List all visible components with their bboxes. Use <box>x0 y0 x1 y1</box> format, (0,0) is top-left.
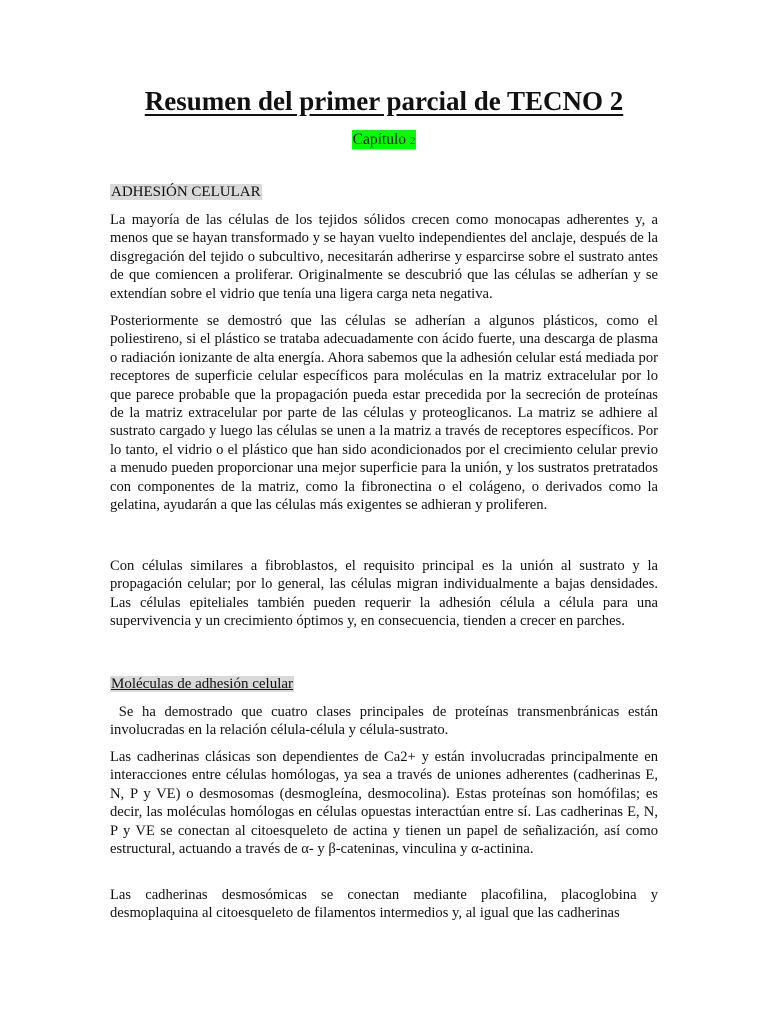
title-text: Resumen del primer parcial de TECNO 2 <box>144 86 624 116</box>
paragraph: Con células similares a fibroblastos, el requisito principal es la unión al sustrato y la propagación celular; por lo general, las células migran individualmente a bajas densidades. Las células epiteliales también pueden requerir la adhesión célula a célula para una supervivencia y un crecimiento óptimos y, en consecuencia, tienden a crecer en parches. <box>110 558 658 630</box>
section-heading-adhesion <box>110 184 262 201</box>
section-heading-text: ADHESIÓN CELULAR <box>111 184 261 200</box>
section-heading-molecules <box>110 676 294 693</box>
chapter-label <box>0 131 768 149</box>
paragraph: Se ha demostrado que cuatro clases principales de proteínas transmenbránicas están involucradas en la relación célula-célula y célula-sustrato. <box>110 704 662 739</box>
chapter-number: 2 <box>409 135 416 147</box>
section-heading-text: Moléculas de adhesión celular <box>111 676 294 692</box>
chapter-highlight <box>352 130 417 149</box>
paragraph: Posteriormente se demostró que las células se adherían a algunos plásticos, como el poliestireno, si el plástico se trataba adecuadamente con ácido fuerte, una descarga de plasma o radiación ionizante de alta energía. Ahora sabemos que la adhesión celular está mediada por receptores de superficie celular específicos para moléculas en la matriz extracelular por lo que parece probable que la propagación pueda estar precedida por la secreción de proteínas de la matriz extracelular por parte de las células y proteoglicanos. La matriz se adhiere al sustrato cargado y luego las células se unen a la matriz a través de receptores específicos. Por lo tanto, el vidrio o el plástico que han sido acondicionados por el crecimiento celular previo a menudo pueden proporcionar una mejor superficie para la unión, y los sustratos pretratados con componentes de la matriz, como la fibronectina o el colágeno, o derivados como la gelatina, ayudarán a que las células más exigentes se adhieran y proliferen. <box>110 313 658 514</box>
paragraph: Las cadherinas clásicas son dependientes de Ca2+ y están involucradas principalmente en interacciones entre células homólogas, ya sea a través de uniones adherentes (cadherinas E, N, P y VE) o desmosomas (desmogleína, desmocolina). Estas proteínas son homófilas; es decir, las moléculas homólogas en células opuestas interactúan entre sí. Las cadherinas E, N, P y VE se conectan al citoesqueleto de actina y tienen un papel de señalización, así como estructural, actuando a través de α- y β-cateninas, vinculina y α-actinina. <box>110 749 658 858</box>
paragraph: La mayoría de las células de los tejidos sólidos crecen como monocapas adherentes y, a menos que se hayan transformado y se hayan vuelto independientes del anclaje, después de la disgregación del tejido o subcultivo, necesitarán adherirse y esparcirse sobre el sustrato antes de que comiencen a proliferar. Originalmente se descubrió que las células se adherían y se extendían sobre el vidrio que tenía una ligera carga neta negativa. <box>110 212 658 302</box>
chapter-word: Capítulo <box>352 131 406 148</box>
paragraph: Las cadherinas desmosómicas se conectan mediante placofilina, placoglobina y desmoplaquina al citoesqueleto de filamentos intermedios y, al igual que las cadherinas <box>110 887 658 922</box>
document-title <box>0 86 768 117</box>
